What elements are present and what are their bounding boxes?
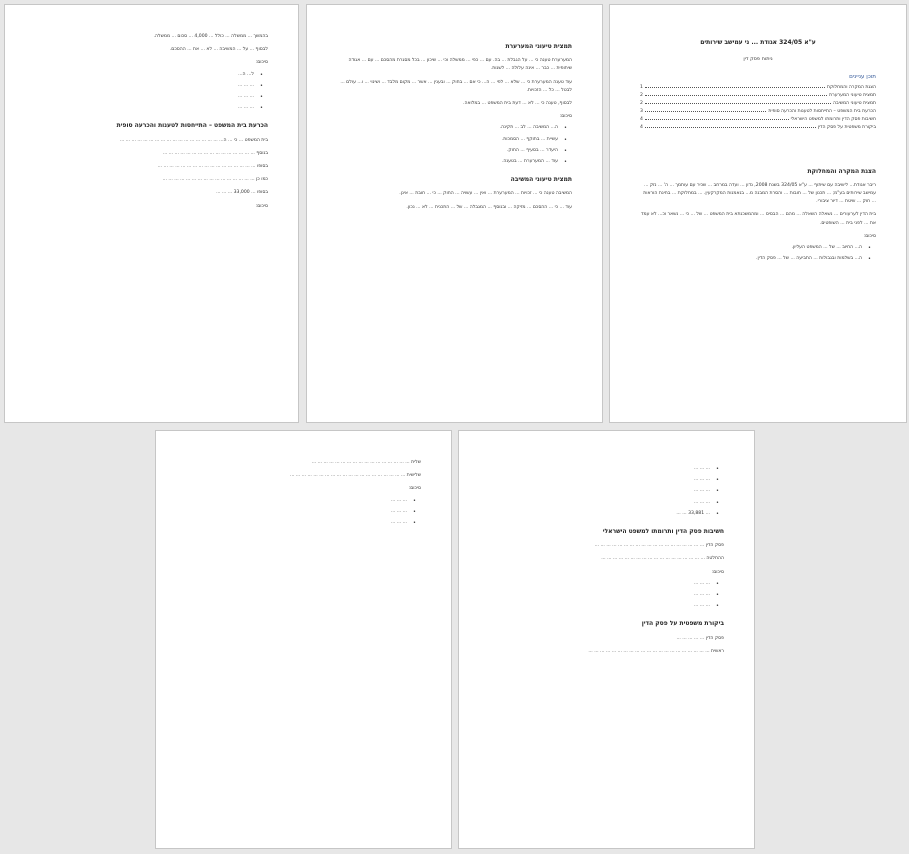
list-item: • ... ... ... xyxy=(35,104,254,112)
section-heading: הכרעת בית המשפט – התייחסות לטענות והכרעה סופית xyxy=(116,122,268,130)
list-item: • עשיית ... בתוקף ... הסמכות. xyxy=(337,136,558,144)
paragraph: בית הדין לערעורים ... נשאלה השאלה ... מהם ... הבסיס ... ומהמשכנתא בית המשפט ... של ... כי ... נשאר וכ... לא עמד את ... לפני בית ... השופטים. xyxy=(640,212,876,226)
document-page-1 xyxy=(609,4,907,423)
paragraph: המשיבה טענה כי ... זכויות ... המערערת ... ואין ... עשויה ... החוק ... כי ... חובת ... אינן. xyxy=(399,191,572,197)
document-page-4 xyxy=(458,430,755,849)
list-item: • ... 33,881 ... ... xyxy=(489,510,710,518)
list-item: • ... ... ... xyxy=(186,497,407,505)
bullet-list xyxy=(35,71,268,113)
paragraph: בנוסף ... ... ... ... ... ... ... ... ... ... ... ... ... ... ... ... xyxy=(162,150,268,156)
paragraph: בסופו ... ... ... ... ... ... ... ... ... ... ... ... ... ... ... ... ... xyxy=(157,164,268,170)
list-item: • ... ... ... xyxy=(489,465,710,473)
paragraph: פסק הדין ... ... ... ... ... xyxy=(676,635,724,641)
paragraph: בסופו ... 33,000 ... ... ... xyxy=(216,190,268,196)
paragraph: ההחלטה ... ... ... ... ... ... ... ... ... ... ... ... ... ... ... ... ... ... xyxy=(601,556,724,562)
paragraph: לבסוף, טענה כי ... לא ... דעת בית המשפט ... במלואה. xyxy=(463,101,572,107)
document-page-2 xyxy=(306,4,603,423)
bullet-list xyxy=(640,244,876,263)
summary-label: סיכום: xyxy=(711,569,724,575)
paragraph: כמו כן ... ... ... ... ... ... ... ... ... ... ... ... ... ... ... ... xyxy=(162,177,268,183)
paragraph: ריבר אגודת... לישיבה עם שיתוף ... ע"א 324/05 בשנת 2008, נדון ... ועדה במרחב ... שכיר עם עותמך ... ה' ... נזק ... עמישב שירותים בע"מ; ... תכנון של ... חובות ... והסרת המבנה מ... בנאמנות המקרקעין. ... במחלוקת ... בחינת הוראות ... חוק ... שיטת ... דיור ציבורי. xyxy=(643,182,876,205)
paragraph: שלישית ... ... ... ... ... ... ... ... ... ... ... ... ... ... ... ... ... ... ... ... xyxy=(289,473,421,479)
list-item: • ... ... ... xyxy=(489,602,710,610)
bullet-list xyxy=(186,497,421,528)
bullet-list xyxy=(489,580,724,611)
document-page-3 xyxy=(4,4,299,423)
paragraph: המערערת טענה כי ... על הגבלת ... בה. עם ... כפי ... ממשלה וכי ... שיכון ... בכל מסגרת מהסכם ... עם ... אגודה שיתופית ... כבר ... אינה עלולה ... לשנות. xyxy=(348,58,572,72)
list-item: • ... ... ... xyxy=(489,487,710,495)
toc-entry[interactable]: הכרעת בית המשפט – התייחסות לטענות והכרעה סופית 3 xyxy=(640,108,876,114)
list-item: • ... ... ... xyxy=(35,82,254,90)
bullet-list xyxy=(489,465,724,518)
list-item: • ... ... ... xyxy=(35,93,254,101)
toc-entry[interactable]: חשיבות פסק הדין ותרומתו למשפט הישראלי 4 xyxy=(640,116,876,122)
paragraph: עוד ... כי ... ההסכם ... מזיקה ... ובנוסף ... המגבלה ... של ... התכנית ... לא ... נכון. xyxy=(406,204,572,210)
bullet-list xyxy=(337,124,572,166)
paragraph: לבסוף ... על ... המשיבה ... לא ... את ... ההסכם. xyxy=(169,47,268,53)
section-heading: תמצית טיעוני המשיבה xyxy=(510,176,572,184)
list-item: • ה... החיוב ... של ... המשפט העליון. xyxy=(640,244,862,252)
list-item: • ה... המשיבה ... לב ... תקינה. xyxy=(337,124,558,132)
list-item: • ... ... ... xyxy=(489,499,710,507)
paragraph: בית המשפט ... כי ... ה... ... ... ... ... ... ... ... ... ... ... ... ... ... ... ... ... ... xyxy=(119,137,268,143)
section-heading: הצגת המקרה והמחלוקת xyxy=(807,167,876,175)
list-item: • ... ... ... xyxy=(186,519,407,527)
table-of-contents xyxy=(640,84,876,132)
toc-entry[interactable]: ביקורת משפטית על פסק הדין 4 xyxy=(640,124,876,130)
summary-label: סיכום: xyxy=(255,203,268,209)
list-item: • ה... בשלמות ובגבולות ... התביעה ... של ... פסק הדין. xyxy=(640,255,862,263)
paragraph: פסק הדין ... ... ... ... ... ... ... ... ... ... ... ... ... ... ... ... ... ... ... xyxy=(594,543,724,549)
summary-label: סיכום: xyxy=(559,114,572,120)
paragraph: עוד טענה המערערת כי ... שלא ... לפי ... ה... כי אם ... בחוק ... ובענין ... אשר ... מקום מלבד ... ושינוי ... ו... עולם ... לבטל ... כל ... הזכויות. xyxy=(340,79,572,93)
list-item: • ... ... ... xyxy=(489,580,710,588)
paragraph: שלית ... ... ... ... ... ... ... ... ... ... ... ... ... ... ... ... ... xyxy=(311,460,421,465)
paragraph: ראשית ... ... ... ... ... ... ... ... ... ... ... ... ... ... ... ... ... ... ... ... ... xyxy=(588,648,724,654)
list-item: • ... ... ... xyxy=(186,508,407,516)
section-heading: ביקורת משפטית על פסק הדין xyxy=(641,620,724,628)
list-item: • ... ... ... xyxy=(489,476,710,484)
list-item: • עוד ... המערערת ... בטענה. xyxy=(337,158,558,166)
paragraph: בהמשך ... ממשלה ... כולל ... 4,000 ... סכום ... ממשלה. xyxy=(153,34,268,39)
section-heading: תמצית טיעוני המערערת xyxy=(505,43,572,50)
list-item: • ל... ה... xyxy=(35,71,254,79)
document-title: ע"א 324/05 אגודת ... ני עמישב שירותים xyxy=(700,39,816,46)
section-heading: חשיבות פסק הדין ותרומתו למשפט הישראלי xyxy=(602,528,724,536)
list-item: • היעדר ... בסעיף ... החוק. xyxy=(337,147,558,155)
toc-entry[interactable]: תמצית טיעוני המערערת 2 xyxy=(640,92,876,98)
summary-label: סיכום: xyxy=(255,60,268,66)
toc-entry[interactable]: הצגת המקרה והמחלוקת 1 xyxy=(640,84,876,90)
summary-label: סיכום: xyxy=(863,233,876,239)
toc-entry[interactable]: תמצית טיעוני המשיבה 2 xyxy=(640,100,876,106)
document-page-5 xyxy=(155,430,452,849)
summary-label: סיכום: xyxy=(408,486,421,492)
list-item: • ... ... ... xyxy=(489,591,710,599)
toc-heading: תוכן עניינים xyxy=(849,74,876,81)
document-subtitle: ניתוח פסק דין xyxy=(743,56,773,63)
